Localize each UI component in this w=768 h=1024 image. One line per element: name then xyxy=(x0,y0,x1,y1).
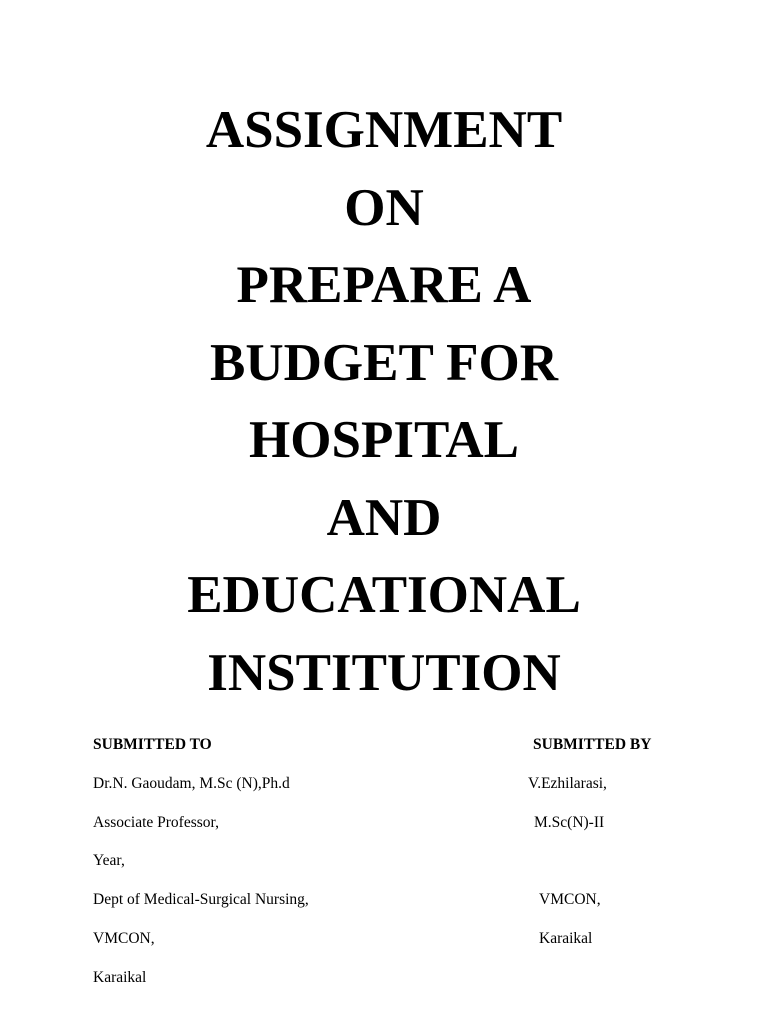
submitted-to-year: Year, xyxy=(93,852,125,870)
submitted-to-college: VMCON, xyxy=(93,929,155,947)
title-line-7: EDUCATIONAL xyxy=(187,566,581,624)
submitted-by-course: M.Sc(N)-II xyxy=(534,813,605,831)
submitted-to-place: Karaikal xyxy=(93,968,147,986)
title-line-2: ON xyxy=(344,178,424,237)
title-line-4: BUDGET FOR xyxy=(210,333,558,392)
submitted-by-name: V.Ezhilarasi, xyxy=(528,774,607,792)
submitted-by-heading: SUBMITTED BY xyxy=(533,736,652,753)
submitted-to-section xyxy=(93,726,309,998)
submitted-to-department: Dept of Medical-Surgical Nursing, xyxy=(93,891,309,909)
submitted-to-designation: Associate Professor, xyxy=(93,813,219,831)
title-line-5: HOSPITAL xyxy=(249,411,519,469)
submitted-by-spacer xyxy=(528,842,651,881)
title-line-6: AND xyxy=(326,488,442,547)
submitted-by-section xyxy=(528,726,651,959)
submitted-by-college: VMCON, xyxy=(539,891,601,909)
document-title xyxy=(0,92,768,712)
submitted-to-heading: SUBMITTED TO xyxy=(93,736,212,753)
title-line-8: INSTITUTION xyxy=(207,643,561,702)
submitted-to-name: Dr.N. Gaoudam, M.Sc (N),Ph.d xyxy=(93,774,290,792)
title-line-1: ASSIGNMENT xyxy=(205,101,563,159)
title-line-3: PREPARE A xyxy=(236,256,532,314)
submitted-by-place: Karaikal xyxy=(539,929,593,947)
